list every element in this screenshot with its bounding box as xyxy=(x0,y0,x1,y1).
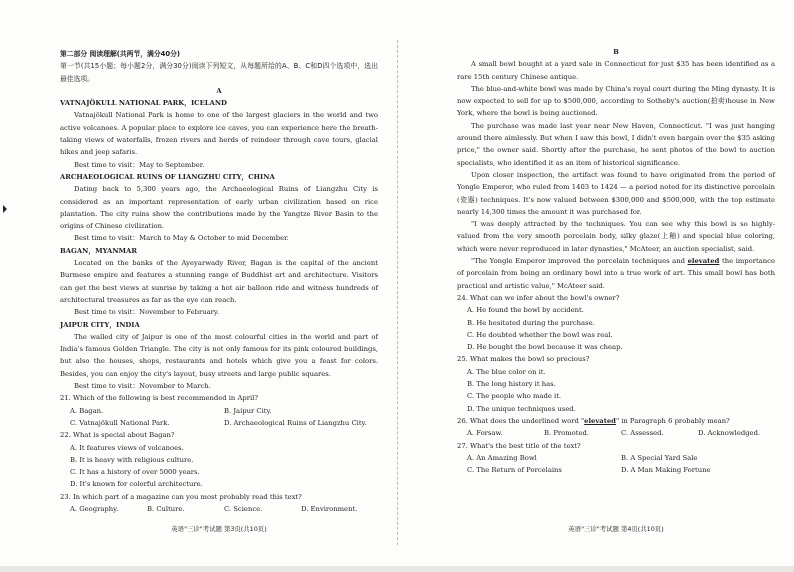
option-d[interactable]: D. It's known for colorful architecture. xyxy=(70,480,203,489)
question-21-options-row xyxy=(60,405,378,417)
question-25-stem: 25. What makes the bowl so precious? xyxy=(457,355,590,364)
option-c[interactable]: C. He doubted whether the bowl was real. xyxy=(467,330,613,339)
option-c[interactable]: C. Science. xyxy=(224,504,263,513)
option-d[interactable]: D. Acknowledged. xyxy=(698,429,761,438)
passage-paragraph: "I was deeply attracted by the techniques. You can see why this bowl is so highly-valued from the very smooth porcelain body, silky glaze(上釉) and special blue coloring, which were never reproduced in later dynasties," McAteer, an auction specialist, said. xyxy=(457,220,775,253)
option-d[interactable]: D. A Man Making Fortune xyxy=(621,466,711,475)
passage-paragraph-6 xyxy=(457,255,775,292)
option-b[interactable]: B. The long history it has. xyxy=(467,380,556,389)
question-27-options-row xyxy=(457,452,775,464)
place-name: JAIPUR CITY，INDIA xyxy=(60,320,140,329)
passage-paragraph: Upon closer inspection, the artifact was found to have originated from the period of Yongle Emperor, who ruled from 1403 to 1424 — a period noted for its distinctive porcelain (瓷器) techniques. It's now valued between $300,000 and $500,000, with the top estimate nearly 14,300 times the amount it was purchased for. xyxy=(457,170,775,216)
option-a[interactable]: A. Bagan. xyxy=(70,406,104,415)
option-c[interactable]: C. It has a history of over 5000 years. xyxy=(70,468,200,477)
page-bottom-edge xyxy=(0,566,794,572)
question-26-stem xyxy=(457,415,775,427)
option-b[interactable]: B. He hesitated during the purchase. xyxy=(467,318,595,327)
question-26-options-row xyxy=(457,427,775,439)
place-best-time: Best time to visit：May to September. xyxy=(74,160,205,169)
stem-text: 26. What does the underlined word " xyxy=(457,416,585,425)
place-name: ARCHAEOLOGICAL RUINS OF LIANGZHU CITY，CHINA xyxy=(60,172,275,181)
question-22-stem: 22. What is special about Bagan? xyxy=(60,431,175,440)
question-27-stem: 27. What's the best title of the text? xyxy=(457,441,581,450)
place-description: Vatnajökull National Park is home to one of the largest glaciers in the world and two active volcanoes. A popular place to explore ice caves, you can experience here the breath-taking views of waterfalls, frozen rivers and herds of reindeer through cave tours, glacial hikes and jeep safaris. xyxy=(60,111,378,157)
passage-label-b: B xyxy=(613,48,619,56)
question-21-stem: 21. Which of the following is best recommended in April? xyxy=(60,394,258,403)
option-b[interactable]: B. It is heavy with religious culture. xyxy=(70,455,194,464)
place-description: The walled city of Jaipur is one of the most colourful cities in the world and part of India's famous Golden Triangle. The city is not only famous for its pink coloured buildings, but also the houses, shops, restaurants and hotels which give you a feast for colors. Besides, you can enjoy the city's layout, busy streets and large public squares. xyxy=(60,332,378,378)
right-column xyxy=(457,46,775,476)
option-c[interactable]: C. The people who made it. xyxy=(467,392,562,401)
option-d[interactable]: D. Archaeological Ruins of Liangzhu City. xyxy=(224,418,367,427)
section-title: 第二部分 阅读理解(共两节，满分40分) xyxy=(60,50,180,58)
left-column xyxy=(60,48,378,515)
option-d[interactable]: D. Environment. xyxy=(301,504,358,513)
place-name: BAGAN，MYANMAR xyxy=(60,246,137,255)
passage-paragraph: The blue-and-white bowl was made by China's royal court during the Ming dynasty. It is now expected to sell for up to $500,000, according to Sotheby's auction(拍卖)house in New York, where the bowl is being auctioned. xyxy=(457,84,775,118)
column-divider xyxy=(397,40,398,545)
option-c[interactable]: C. Assessed. xyxy=(621,429,664,438)
option-b[interactable]: B. Culture. xyxy=(147,504,185,513)
option-b[interactable]: B. A Special Yard Sale xyxy=(621,453,698,462)
passage-paragraph: The purchase was made last year near New Haven, Connecticut. "I was just hanging around there aimlessly. But when I saw this bowl, I didn't even bargain over the $35 asking price," the owner said. Shortly after the purchase, he sent photos of the bowl to auction specialists, who identified it as an item of historical significance. xyxy=(457,121,775,167)
passage-paragraph: A small bowl bought at a yard sale in Connecticut for just $35 has been identified as a rare 15th century Chinese antique. xyxy=(457,60,775,81)
question-27-options-row xyxy=(457,464,775,476)
question-21-options-row xyxy=(60,417,378,429)
question-23-stem: 23. In which part of a magazine can you most probably read this text? xyxy=(60,492,302,501)
passage-label-a: A xyxy=(216,86,222,95)
question-23-options-row xyxy=(60,503,378,515)
underlined-word: elevated xyxy=(584,416,616,425)
page-edge-arrow-icon xyxy=(3,205,7,213)
option-b[interactable]: B. Jaipur City. xyxy=(224,406,272,415)
paragraph-text: the importance of porcelain from being an ordinary bowl into a true work of art. This small bowl has both practical and artistic value," McAteer said. xyxy=(457,257,775,290)
option-d[interactable]: D. The unique techniques used. xyxy=(467,404,576,413)
option-a[interactable]: A. An Amazing Bowl xyxy=(467,453,537,462)
place-description: Dating back to 5,300 years ago, the Archaeological Ruins of Liangzhu City is considered as an important representation of early urban civilization based on rice plantation. The city ruins show the contributions made by the Yangtze River Basin to the origins of Chinese civilization. xyxy=(60,185,378,231)
question-24-stem: 24. What can we infer about the bowl's owner? xyxy=(457,293,620,302)
stem-text: " in Paragraph 6 probably mean? xyxy=(615,416,730,425)
place-best-time: Best time to visit：March to May & October to mid December. xyxy=(74,234,289,243)
option-a[interactable]: A. The blue color on it. xyxy=(467,367,546,376)
section-intro: 第一节(共15小题；每小题2分，满分30分)阅读下列短文，从每题所给的A、B、C和D四个选项中，选出最佳选项。 xyxy=(60,62,378,83)
option-d[interactable]: D. He bought the bowl because it was cheap. xyxy=(467,343,623,352)
option-a[interactable]: A. It features views of volcanoes. xyxy=(70,443,184,452)
option-a[interactable]: A. Forsaw. xyxy=(467,429,503,438)
option-a[interactable]: A. Geography. xyxy=(70,504,119,513)
paragraph-text: "The Yongle Emperor improved the porcelain techniques and xyxy=(471,257,688,266)
place-best-time: Best time to visit：November to March. xyxy=(74,382,211,391)
page-footer-right: 英语"三诊"考试题 第4页(共10页) xyxy=(568,525,664,533)
place-best-time: Best time to visit：November to February. xyxy=(74,308,219,317)
option-c[interactable]: C. Vatnajökull National Park. xyxy=(70,418,170,427)
option-b[interactable]: B. Promoted. xyxy=(544,429,590,438)
place-description: Located on the banks of the Ayeyarwady River, Bagan is the capital of the ancient Burmese empire and features a stunning range of Buddhist art and architecture. Visitors can get the best views at sunrise by taking a hot air balloon ride and witness hundreds of architectural treasures as far as the eye can reach. xyxy=(60,259,378,304)
option-a[interactable]: A. He found the bowl by accident. xyxy=(467,306,584,315)
place-name: VATNAJÖKULL NATIONAL PARK，ICELAND xyxy=(60,99,227,108)
page-footer-left: 英语"三诊"考试题 第3页(共10页) xyxy=(171,525,267,533)
underlined-word: elevated xyxy=(687,257,720,266)
option-c[interactable]: C. The Return of Porcelains xyxy=(467,466,562,475)
